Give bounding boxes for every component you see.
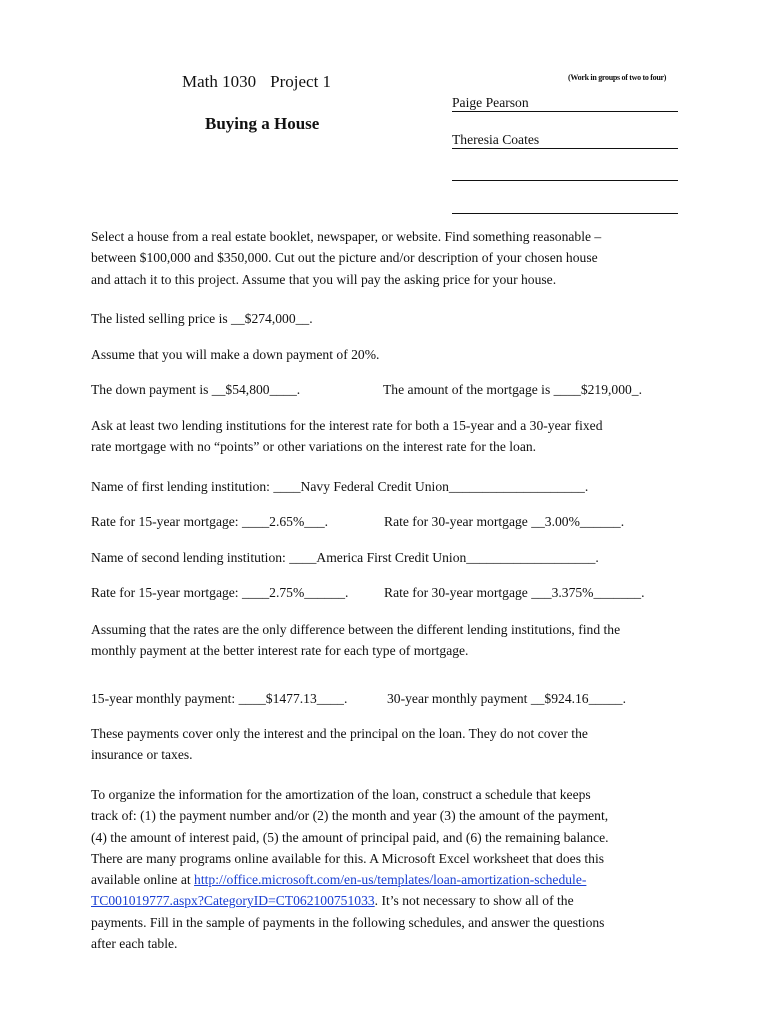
intro-paragraph <box>91 226 691 290</box>
lender2-rates-row <box>91 582 691 603</box>
ask-lenders-line: Ask at least two lending institutions for the interest rate for both a 15-year and a 30-year fixed <box>91 418 603 433</box>
page-title <box>182 72 331 92</box>
organize-suffix: . It’s not necessary to show all of the <box>374 893 574 909</box>
organize-line: after each table. <box>91 936 178 952</box>
name-line-4 <box>452 197 678 214</box>
excel-template-link-continued[interactable]: TC001019777.aspx?CategoryID=CT062100751033 <box>91 893 375 909</box>
organize-paragraph <box>91 784 691 954</box>
selling-price-line: The listed selling price is __$274,000__. <box>91 311 313 326</box>
group-note: (Work in groups of two to four) <box>568 73 667 82</box>
intro-line: between $100,000 and $350,000. Cut out the picture and/or description of your chosen house <box>91 250 598 266</box>
name-line-1 <box>452 95 678 112</box>
ask-lenders-paragraph <box>91 415 691 458</box>
name-line-2 <box>452 132 678 149</box>
organize-line: payments. Fill in the sample of payments in the following schedules, and answer the questions <box>91 914 605 930</box>
organize-line: track of: (1) the payment number and/or (2) the month and year (3) the amount of the payment, <box>91 808 609 824</box>
lender1-rates-row <box>91 511 691 532</box>
cover-line: These payments cover only the interest and the principal on the loan. They do not cover the <box>91 726 588 741</box>
assuming-paragraph <box>91 619 691 662</box>
mortgage-amount-line: The amount of the mortgage is ____$219,000_. <box>383 382 642 397</box>
down-payment-line: The down payment is __$54,800____. <box>91 382 301 397</box>
payments-row <box>91 688 691 709</box>
down-payment-row <box>91 379 691 400</box>
intro-line: Select a house from a real estate booklet, newspaper, or website. Find something reasonable – <box>91 229 602 244</box>
lender1-name-line: Name of first lending institution: ____Navy Federal Credit Union____________________. <box>91 479 589 494</box>
cover-line: insurance or taxes. <box>91 747 193 763</box>
organize-line: (4) the amount of interest paid, (5) the amount of principal paid, and (6) the remaining balance. <box>91 829 609 845</box>
course-label: Math 1030 <box>182 72 257 91</box>
project-label: Project 1 <box>270 72 332 91</box>
page-subtitle: Buying a House <box>205 114 320 133</box>
lender2-rate15: Rate for 15-year mortgage: ____2.75%______. <box>91 585 349 600</box>
lender2-rate30: Rate for 30-year mortgage ___3.375%_______. <box>384 585 645 600</box>
organize-prefix: available online at <box>91 872 195 888</box>
lender2-name-line: Name of second lending institution: ____America First Credit Union___________________. <box>91 550 599 565</box>
organize-line: To organize the information for the amortization of the loan, construct a schedule that keeps <box>91 787 591 802</box>
cover-paragraph <box>91 723 691 766</box>
intro-line: and attach it to this project. Assume that you will pay the asking price for your house. <box>91 271 557 287</box>
payment-15-line: 15-year monthly payment: ____$1477.13____. <box>91 691 348 706</box>
name-line-3 <box>452 164 678 181</box>
lender1-rate30: Rate for 30-year mortgage __3.00%______. <box>384 514 625 529</box>
payment-30-line: 30-year monthly payment __$924.16_____. <box>387 691 626 706</box>
ask-lenders-line: rate mortgage with no “points” or other variations on the interest rate for the loan. <box>91 439 537 455</box>
name-text: Paige Pearson <box>452 95 529 110</box>
down-payment-assumption: Assume that you will make a down payment of 20%. <box>91 347 380 362</box>
organize-line-link-start <box>91 869 691 890</box>
excel-template-link[interactable]: http://office.microsoft.com/en-us/templates/loan-amortization-schedule- <box>194 872 587 888</box>
organize-line-link-end <box>91 890 691 911</box>
assuming-line: Assuming that the rates are the only difference between the different lending institutions, find the <box>91 622 621 637</box>
organize-line: There are many programs online available for this. A Microsoft Excel worksheet that does this <box>91 850 605 866</box>
name-text: Theresia Coates <box>452 132 540 147</box>
lender1-rate15: Rate for 15-year mortgage: ____2.65%___. <box>91 514 329 529</box>
assuming-line: monthly payment at the better interest rate for each type of mortgage. <box>91 643 469 659</box>
